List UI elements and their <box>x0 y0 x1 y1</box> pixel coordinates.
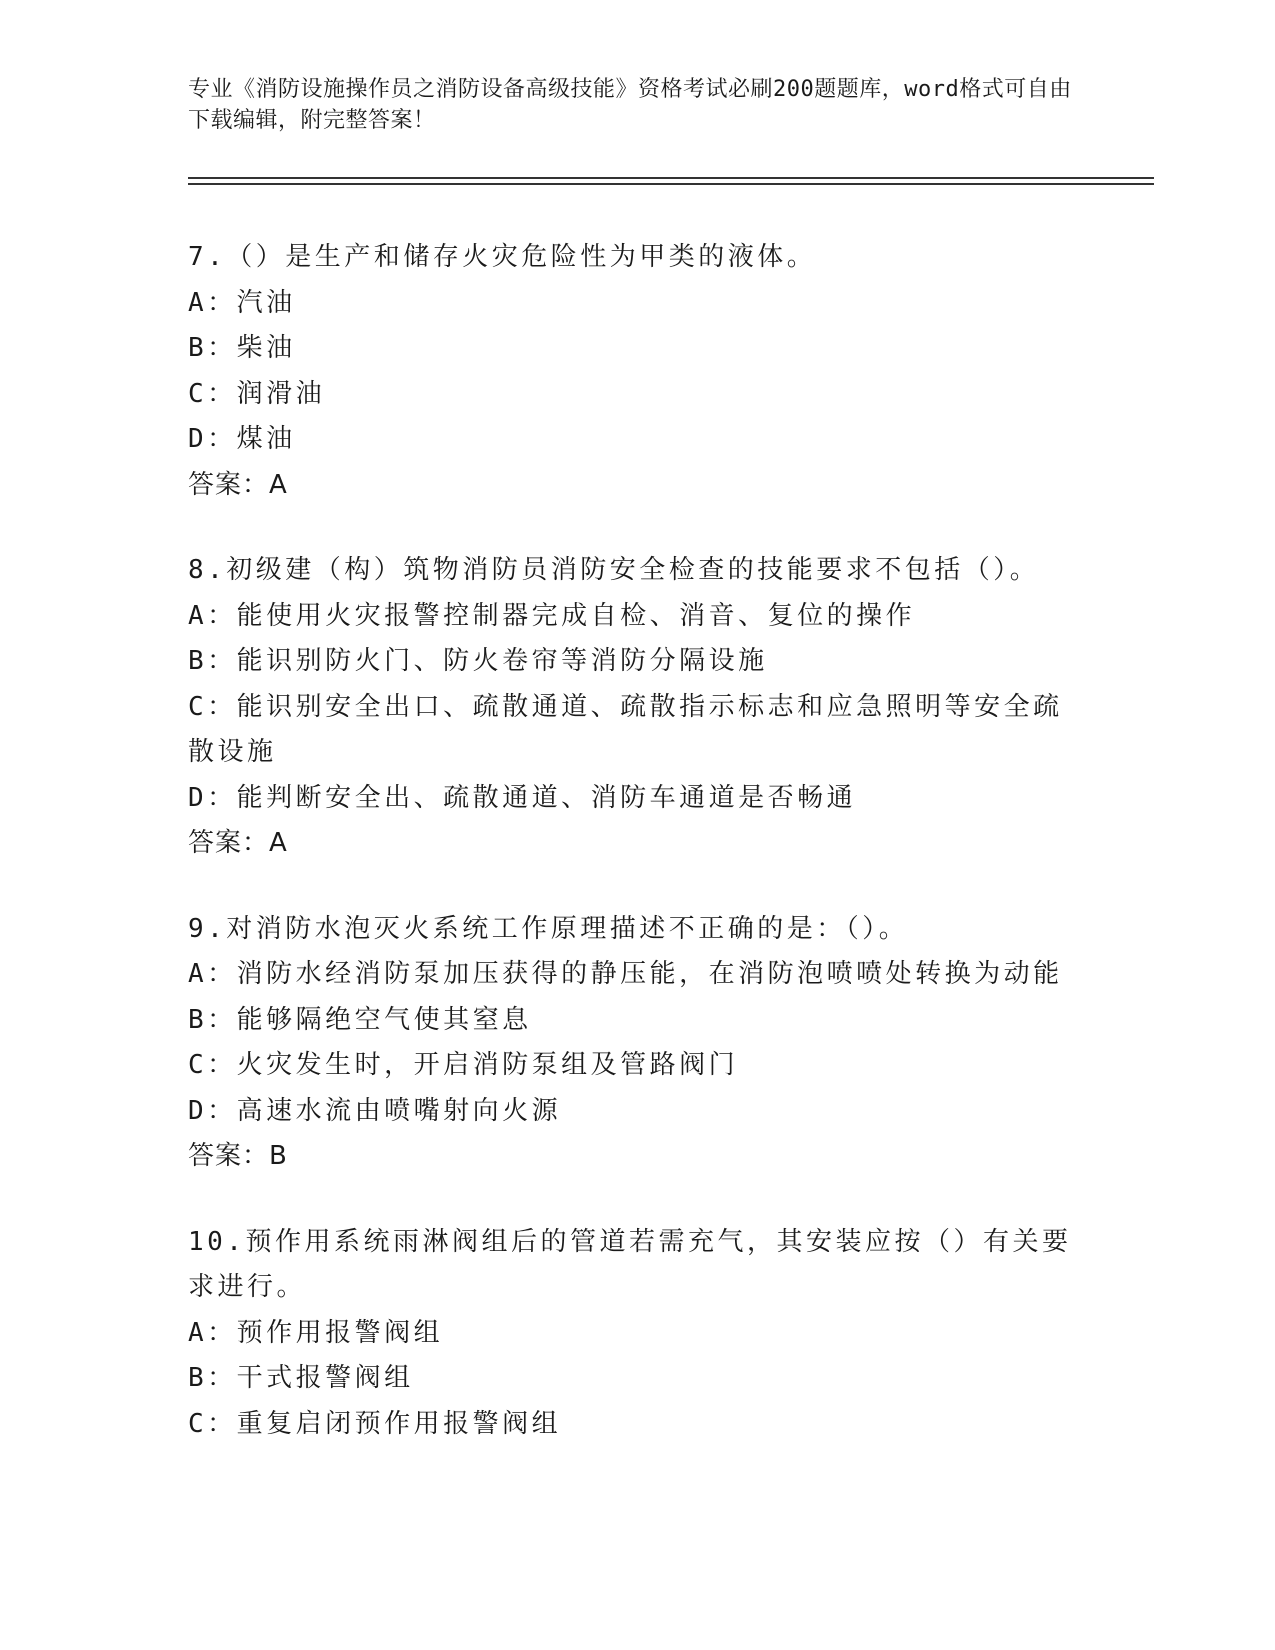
question-item <box>188 1220 1088 1448</box>
question-option: B：干式报警阀组 <box>188 1363 414 1393</box>
document-header: 专业《消防设施操作员之消防设备高级技能》资格考试必刷200题题库，word格式可自由下载编辑，附完整答案！ <box>188 77 1072 133</box>
question-option: A：汽油 <box>188 287 296 318</box>
question-option: C：重复启闭预作用报警阀组 <box>188 1408 562 1439</box>
question-item <box>188 235 1088 508</box>
question-option: D：能判断安全出、疏散通道、消防车通道是否畅通 <box>188 782 857 813</box>
question-stem: 8.初级建（构）筑物消防员消防安全检查的技能要求不包括（）。 <box>188 555 1040 585</box>
question-option: B：柴油 <box>188 333 296 363</box>
question-option: B：能够隔绝空气使其窒息 <box>188 1004 532 1035</box>
question-stem: 7.（）是生产和储存火灾危险性为甲类的液体。 <box>188 242 817 272</box>
question-option: A：预作用报警阀组 <box>188 1317 444 1348</box>
question-option: C：能识别安全出口、疏散通道、疏散指示标志和应急照明等安全疏散设施 <box>188 691 1063 767</box>
header-rule-top <box>188 177 1154 179</box>
question-answer: 答案：B <box>188 1141 288 1171</box>
question-option: C：润滑油 <box>188 378 326 409</box>
question-option: A：消防水经消防泵加压获得的静压能，在消防泡喷喷处转换为动能 <box>188 959 1063 989</box>
question-answer: 答案：A <box>188 828 288 858</box>
question-list <box>188 235 1088 1487</box>
question-option: D：高速水流由喷嘴射向火源 <box>188 1095 562 1126</box>
question-option: D：煤油 <box>188 424 296 454</box>
question-stem: 10.预作用系统雨淋阀组后的管道若需充气，其安装应按（）有关要求进行。 <box>188 1226 1072 1302</box>
question-stem: 9.对消防水泡灭火系统工作原理描述不正确的是：（）。 <box>188 913 909 944</box>
question-option: B：能识别防火门、防火卷帘等消防分隔设施 <box>188 646 768 676</box>
question-item <box>188 548 1088 867</box>
header-rule-bottom <box>188 183 1154 185</box>
question-option: A：能使用火灾报警控制器完成自检、消音、复位的操作 <box>188 600 916 631</box>
question-answer: 答案：A <box>188 469 288 500</box>
question-option: C：火灾发生时，开启消防泵组及管路阀门 <box>188 1050 739 1080</box>
question-item <box>188 907 1088 1180</box>
